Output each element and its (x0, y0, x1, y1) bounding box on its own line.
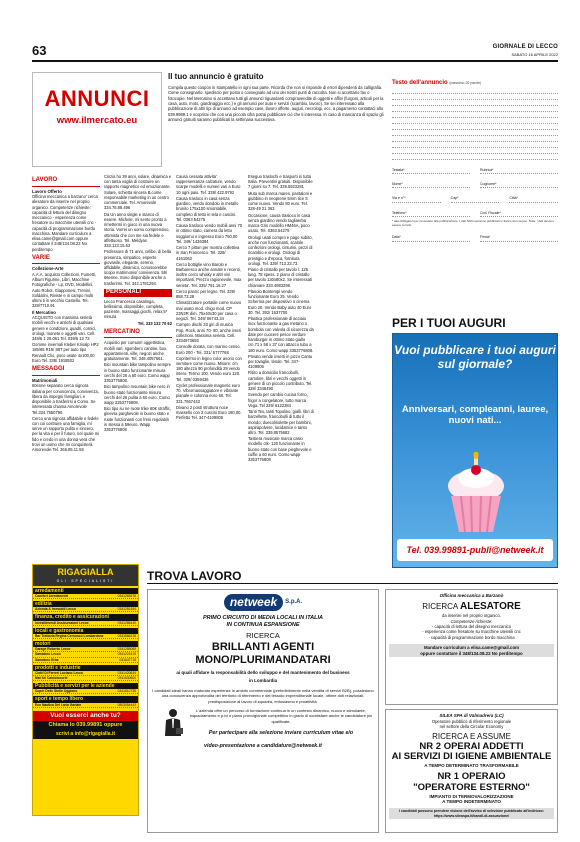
classified-ad: Cerco bottiglie vino Barolo e Barbaresco anche annate e recenti, inoltre cerco whisky e altri vini importanti. Prezzo ragionevole, max serieta'. Tel. 335/ 791.16.27 (176, 261, 242, 288)
ad-company: SILEA SPA di Valmadrera (LC) (439, 713, 504, 718)
classified-ad: Causa trasloco in casa senza giardino, vendo dondolo in metallo brunito 175x100 smontabile, completo di tetto in tela e cuscini. Tel. 0363.54275 (176, 195, 239, 222)
directory-entry[interactable] (33, 607, 138, 612)
classified-ad: Cinzia ho 39 anni, solare, dinamica e con tanta voglia di costruire un rapporto magnetico ed emozionante. Solare, schietta sincera B,come responsabile marketing in un centro commerciale. Tel. Amorevole 334.76.88.496 (104, 174, 172, 211)
directory-category: finanza, credito e assicurazioni (33, 614, 138, 620)
directory-entry[interactable] (33, 658, 138, 663)
classified-ad: Cerco una signora affidabile e fedele con cui costruire una famiglia, mi serve un rapporto pulito e sincero, per la vita e per il futuro, nel quale mi fido e credo in una donna vera che trovi un uomo che mi conquisterà. Amorevole Tel. 366.85.11.55 (32, 415, 100, 453)
ad-term: A TEMPO DETERMINATO TRASFORMABILE (424, 763, 519, 769)
ad-text: - capacità di lettura del disegno meccanico (431, 624, 512, 630)
directory-entry-phone: 031647715 (119, 657, 136, 662)
classified-ad: Professore di 71 anni, celibe, di bella presenza, simpatico, esperto giovanile, elegante, sereno, affidabile, dinamico, conoscerebbe scopo matrimonio/ convivenza. 59/ 66enne. Sono disponibile anche a trasferirmi. Tel. 342.1781294. (104, 249, 171, 286)
field-data[interactable]: Data* (392, 235, 470, 241)
section-rule (147, 583, 558, 584)
directory-entry-name: Azienda & Immobili Lecco (35, 607, 76, 612)
classified-ad: Divano 2 posti struttura noce massello con 2 cuscini Euro 180,00. Perfetto Tel. 347-4109806 (176, 404, 242, 421)
classified-ad: Orologi usati compro e pago subito, anche non funzionanti, scatole confezioni orologi, cinturini, pezzi di ricambio e orologi. Orologi di prestigio e d'epoca, fornitura orologi. Tel. 339/ 713.23.73. (248, 234, 313, 266)
directory-entry[interactable] (33, 621, 138, 626)
classified-ad: Compro dischi 33 giri di musica Pop, Rock, anni 70- 80, anche interi collezioni. Massima serieta. Cell. 3334973693 (176, 322, 242, 344)
businessman-icon (162, 708, 184, 736)
netweek-logo (224, 594, 302, 611)
annunci-box (32, 72, 162, 167)
subsection: Lavoro Offerto (32, 188, 62, 194)
directory-entry-name: Super Delle Stelle Oggiono (35, 689, 78, 694)
auguri-contact[interactable]: Tel. 039.99891-publi@netweek.it (397, 539, 553, 561)
field-citta[interactable]: Città* (509, 196, 558, 202)
ad-text: I candidati ideali hanno maturato esperienze in ambito commerciale (preferibilmente nella vendita di servizi B2B), possiedono una conoscenza approfondita del territorio di riferimento e del tessuto imprenditoriale locale, ottime doti relazionali, predisposizione al lavoro di squadra, entusiasmo e proattività. (152, 687, 374, 704)
classified-column-2 (104, 174, 172, 562)
ad-company: Officina meccanica a Barzanò (439, 593, 504, 598)
directory-entry-phone: 0341283578 (117, 593, 136, 598)
directory-entry-phone: 0341224415 (117, 652, 136, 657)
ad-text: - esperienza come fresatore su macchine utensili cnc (422, 629, 521, 635)
paper-name: GIORNALE DI LECCO (492, 44, 558, 50)
classified-ad: Da Un anno single e stanco di essere. Michele, mi sento pronto a rimettermi in gioco in una nuova storia. Vorrei un uomo comprensivo, ottimista che con me sia fedele e affettuoso. Tel. Meldyas 333.123.15.63 (104, 211, 170, 249)
coupon-title-note: (massimo 20 parole) (449, 81, 482, 85)
directory-entry[interactable] (33, 703, 138, 708)
trova-lavoro-heading: TROVA LAVORO (147, 569, 242, 583)
ad-contact[interactable]: I candidati possono prendere visione dell'avviso di selezione pubblicato all'indirizzo: https://www.sileaspa.it/bandi-di-assunzione/ (389, 808, 554, 819)
gratuito-box (168, 72, 388, 168)
section-varie: VARIE (32, 255, 100, 265)
field-cognome[interactable]: Cognome* (480, 182, 558, 188)
coupon-form (392, 80, 558, 260)
directory-entry-name: Clotif Di Ferreri Luciano Lecco (35, 670, 83, 675)
directory-entry-phone: 0341285065 (117, 647, 136, 652)
ad-ricerca: RICERCA (246, 631, 280, 641)
classified-ad: Svendo per cambio cucina forno, frigor a congelatore, tutto marca Vega. Tel 339/ 6122384 (248, 392, 308, 408)
form-row (392, 196, 558, 202)
header-rule (32, 60, 558, 62)
section-mercatino: MERCATINO (104, 329, 172, 339)
coupon-title (392, 80, 558, 88)
classified-column-3 (176, 174, 242, 562)
subsection: Collezione-Arte (32, 266, 64, 272)
directory-entry-phone: 0341810735 (117, 689, 136, 694)
ad-text: L'azienda offre un percorso di formazione continua in un contesto dinamico, nuovo e stimolante, inquadramento e p.ivi e piano provvigionale competitivo in grado di soddisfare anche le candidature più qualificate. (189, 708, 373, 724)
rigagialla-directory (32, 564, 139, 816)
directory-category: locali e gastronomia (33, 628, 138, 634)
ad-term: A TEMPO INDETERMINATO (442, 799, 501, 805)
ad-ricerca: RICERCA E ASSUME (432, 731, 511, 741)
field-via[interactable]: Via e n°* (392, 196, 441, 202)
directory-phone[interactable]: Chiama lo 039.99891 oppure (33, 721, 138, 730)
directory-entry-name: Mat Srl Calolziocorte (35, 676, 68, 680)
section-lavoro: LAVORO (32, 177, 100, 187)
field-cod-fiscale[interactable]: Cod. Fiscale* (480, 211, 558, 217)
ad-line: IN CONTINUA ESPANSIONE (226, 622, 300, 629)
ad-position: "OPERATORE ESTERNO" (413, 781, 530, 793)
directory-category: arredamenti (33, 588, 138, 594)
classified-ad: Gomme invernali Kleber Krisalp HP2 185/65 R15/ 88T per auto tipo Renault Clio, poco usate 4x100,00 Euro Tel. 338/ 1918502 (32, 342, 99, 363)
ad-text: nel settore della Circular Economy (439, 724, 504, 730)
classified-ad: Bici tipo su ne ruote trike 60€ straffic, ginevra parghevole in buono stato e ruote funzionanti con freni regolabili in stessa a 59euro. Wapp 3353776808 (104, 406, 172, 433)
silea-job-ad (385, 709, 558, 833)
gratuito-body: Compila questo coupon in stampatello in ogni sua parte. Ricorda che non si risponde di errori dipendenti da calligrafia. Come consegnarlo: spedisclo per posta o consegnalo ad uno dei nostri punti di raccolta. Non si accettano fax o fotocopie. Nel Mercatino si accettano tutti gli annunci riguardanti compravendite di oggetti e affini (furgoni, articoli per la casa, auto, moto, giardinaggio ecc.) e gli annunci per auto e servizi (scambio, lavoro). Se sei interessato alla pubblicazione di altri tipi di annunci ad esempio case, lavoro offerte, auguri, necrologi, ecc. a pagamento contattaci allo 039.9989.1 e scoprirai che con una piccola cifra potrai pubblicare ciò che ti interessa. In caso di mancanza di spazio gli annunci gratuiti saranno pubblicati la settimana successiva. (168, 85, 384, 122)
auguri-heading: PER I TUOI AUGURI (392, 316, 506, 330)
ad-contact-line: Mandare curriculum a elisa.came@gmail.com (423, 645, 520, 651)
directory-entry-phone: 0341666378 (117, 633, 136, 638)
ad-position: MONO/PLURIMANDATARI (195, 654, 331, 667)
classified-ad: Ritiro a domicilio francobolli, cartoline, libri e vecchi oggetti in genere di un piccolo contributo. Tel. 328/ 3348490 (248, 370, 313, 392)
directory-email[interactable]: scrivi a info@rigagialla.it (33, 730, 138, 739)
directory-entry-phone: 0341286440 (117, 620, 136, 625)
directory-category: edilizia (33, 601, 138, 607)
ad-position: AI SERVIZI DI IGIENE AMBIENTALE (391, 751, 552, 763)
ad-ricerca-label: RICERCA (422, 601, 458, 611)
ad-description: ai quali affidare la responsabilità dello sviluppo e del mantenimento del business (176, 670, 350, 676)
directory-entry-name: Samatoro Erba (35, 657, 59, 662)
issue-date: SABATO 16 APRILE 2022 (511, 51, 558, 57)
classified-ad: Lecco Francesca casalinga, bellissima, disponibile, completa, paziente, massaggi,giochi, relax,5* misura (104, 298, 168, 320)
classified-ad: Eseguo traslochi e trasporti in tutta Italia. Preventivi gratuiti. Disponibile 7 giorni su 7. Tel. 335.5923281 (248, 174, 313, 190)
classified-ad: Causa trasloco vendo mobili anni 70 in ottimo stato, camera da letto soggiorno e ingresso Euro 750,00 Tel. 349/ 1436384 (176, 223, 242, 244)
classified-ad: Climatizzatore portatile come nuovo mai usato mod. chigo mod. CP 23N2R dim. 75x40x30 per casa o negozi. Tel. 349/ 06743.34 (176, 300, 242, 322)
classified-ad: Tastiera musicale marca casio modello ctk- 120 funzionante in buono stato con base pieghevole e cuffie a 60 euro. Como wapp 3353776808 (248, 436, 312, 463)
netweek-logo-suffix: S.p.A. (285, 598, 303, 605)
classified-ad: 60enne separato cerca signora italiana per conoscenza, convivenza, libera da impegni famigliari, e disponibile a trasferirsi a Como. Se interessata chiama Amorevole Tel.334.7550790. (32, 383, 99, 415)
form-row (392, 168, 558, 174)
ad-text: Operatore pubblico di riferimento regionale (431, 718, 512, 724)
classified-ad: Occasione, causa trasloco in casa senza giardino vendo tagliaerba marca Grin modello HM46A, poco usato. Tel. 0363.54275 (248, 212, 311, 234)
ad-position: ALESATORE (460, 600, 521, 612)
classified-ad: Bici mountain bike tampolino sempre in buono stato funzionante misura cerchi del 26 a 60 euro. Como wapp 3353776808. (104, 362, 171, 384)
directory-entry[interactable] (33, 689, 138, 694)
classified-column-4 (248, 174, 314, 562)
annunci-url[interactable]: www.ilmercato.eu (56, 114, 138, 126)
classified-ad: ACQUISTO con massima serietà mobili vecchi e antichi di qualsiasi genere e condizioni, quadri, cornici, orologi, monete e oggetti vari. Cell. 348/6 1 25.061 Tel. 039/6 13 73 (32, 315, 97, 341)
ad-position: BRILLANTI AGENTI (211, 640, 315, 653)
classified-ad: Plastica professionale di acciaio inox funzionante a gas metano o bombola con valvola di sicurezza da date per cuocere pesce verdure hamburger in ottimo stato giallo cm.71 x 58 x 37 con attacco tubo a 180 euro. Como wapp 3353776808. (248, 316, 314, 353)
section-messaggi: MESSAGGI (32, 366, 100, 376)
classified-ad: Cerco 7 pitton per mostra collettiva in San Francesco. Tel. 328/ 4161063 (176, 245, 240, 261)
directory-entry[interactable] (33, 676, 138, 681)
gratuito-title: Il tuo annuncio è gratuito (168, 72, 264, 81)
ad-position: NR 1 OPERAIO (437, 771, 506, 782)
form-note: * dati obbligatori per procedere alla pubblicazione. I dati NON verranno pubblicati in fianco del coupon. Nota: i dati devono essere corretti. (392, 219, 554, 227)
ad-footer-email[interactable]: video-presentazione a candidature@netweek.it (204, 743, 322, 750)
rigagialla-tagline: GLI SPECIALISTI (33, 579, 138, 585)
classified-ad: Copritermo in legno color avorio con verniture come nuovo. Misure: cm 180 altezza 90 profondità 29 vendo intero. Termo 100. Vendo euro 120. Tel. 329/ 0359436 (176, 355, 242, 382)
classified-ad: Planolo Bontempi vendo funzionante Euro 25. Vendo Scherma per dispositivo o cinema Euro 20. Vendo Baby auto 40 Euro 30. Tel. 392/ 1637700 (248, 288, 312, 315)
classified-column-1 (32, 174, 100, 562)
subsection: Matrimoniali (32, 377, 58, 383)
directory-entry-phone: 0341420634 (117, 670, 136, 675)
ad-footer: Per partecipare alla selezione inviare curriculum vitae e/o (208, 730, 354, 737)
field-cap[interactable]: Cap* (451, 196, 500, 202)
field-testata[interactable]: Testata* (392, 168, 470, 174)
directory-category: Pubblicità e servizi per le aziende (33, 683, 138, 689)
directory-category: sport e tempo libero (33, 696, 138, 702)
directory-list (33, 588, 138, 708)
classified-ad: Consolle dorata, con marmo censo. Euro 200 - Tel. 331/ 5777768 (176, 344, 241, 355)
ad-contact[interactable] (389, 644, 554, 657)
directory-entry[interactable] (33, 594, 138, 599)
classified-ad: Causa cessata attivita' rappresentanza calzature, vendo scarpe modelli e numeri vari a Euro 10 ogni paio. Tel. 338/ 422.9792 (176, 174, 241, 195)
annunci-title: ANNUNCI (44, 86, 150, 111)
classified-ad: Tanti Tex, tanti Topolino, gialli, libri di barzellette, francobolli di tutto il mondo; duecolinolette per bambini, aspirapolvere, lucidatrice e tanto altro. Tel. 339.8575682 (248, 409, 314, 436)
directory-entry-name: Bar Trattoria Regina Cernusco Lombardone (35, 633, 104, 638)
classified-ad: Muta sub marca mares, pantaloni e giubbino in neoprene 5mm tice S come nuovo. Vendo 80 euro. Tel. 328-49 21 363. (248, 190, 313, 212)
ad-text: - capacità di programmazione bordo macchina (428, 634, 515, 640)
text-line[interactable] (392, 154, 558, 160)
auguri-headline: Vuoi pubblicare i tuoi auguri sul giornale? (394, 343, 556, 371)
classified-ad: Acquisto per comunri oggettistica, mobili vari, sgombero cantine, box, appartamenti, ville, negozi anche gratuitamente. Tel. 348.4057561. (104, 340, 168, 362)
field-telefono[interactable]: Telefono* (392, 211, 470, 217)
directory-entry-name: Garage Roberto Lecco (35, 647, 71, 652)
directory-question: Vuoi esserci anche tu? (33, 711, 138, 721)
ad-ricerca (389, 601, 554, 614)
field-nome[interactable]: Nome* (392, 182, 470, 188)
form-row (392, 211, 558, 217)
masthead (493, 44, 558, 57)
classified-ad: Piano di cristallo per tavolo l. 125 lung. 78 spess. 2 piano di cristallo per tavolo 130x80x2. Se interessati chiamare 333.4983298. (248, 266, 312, 288)
classified-ad: A.A.A. acquisto Collezioni, Fumetti, Album Figurine, Libri, Macchine Fotografiche - Lp, DVD, Modellini, Auto Robot, Giapponesi, Trenini, Soldatini, Riviste e in campo molti ultimi ti in vecchio Castello. Tel. 328/7710.91 (32, 271, 96, 309)
classified-ad: Privato vende inserti in pizzo Cantu per tovaglie, tende. Tel. 347-4109806 (248, 353, 313, 370)
ad-position: NR 2 OPERAI ADDETTI (419, 740, 524, 752)
birthday-cupcake-icon (441, 452, 511, 534)
form-row (392, 235, 558, 241)
auguri-subline: Anniversari, compleanni, lauree, nuovi nati... (401, 404, 549, 427)
classified-ad: Officina meccanica a barzano' cerca alesatore da inserire nel proprio organico. Competenze richieste: capacità di lettura del disegno meccanico - esperienza come fresatore su macchine utensili cnc - capacità di programmazione bordo macchina. Mandare curriculum a elisa.came@gmail.com oppure contattare il 348/134.08.22 No perditempo (32, 194, 98, 252)
form-row (392, 182, 558, 188)
field-rubrica[interactable]: Rubrica* (480, 168, 558, 174)
section-personali: PERSONALI (104, 289, 172, 297)
classified-phone: Tel. 333 132 70 62 (137, 320, 172, 326)
ad-line: PRIMO CIRCUITO DI MEDIA LOCALI IN ITALIA (203, 615, 323, 621)
alesatore-job-ad (385, 589, 558, 705)
directory-entry-name: Investiinvesti Assicurazioni Lecco (35, 620, 89, 625)
classified-ad: Cerco pannc per legno. Tel. 329/ 858.73.28 (176, 288, 236, 300)
ad-description: in Lombardia (248, 678, 278, 683)
ad-text: da inserire nel proprio organico. (442, 613, 501, 619)
directory-category: prodotti e industrie (33, 665, 138, 671)
subsection: Il Mercatino (32, 309, 56, 315)
directory-entry-name: Comfort Arredamenti (35, 593, 69, 598)
ad-term: IMPIANTO DI TERMOVALORIZZAZIONE (429, 793, 514, 799)
field-firma[interactable]: Firma* (480, 235, 558, 241)
directory-entry-phone: 0341281454 (117, 607, 136, 612)
netweek-job-ad (147, 589, 379, 833)
ad-contact-line: oppure contattare il 348/134.08.22 No perditempo (420, 650, 523, 656)
directory-entry-name: Eco Nautica Del Lario Garlate (35, 702, 82, 707)
ad-text: Competenze richieste: (450, 618, 493, 624)
directory-category: motori (33, 641, 138, 647)
classified-ad: Cyclet professionale magnetic euro 70. Vibromassaggiatore e vibrante pianale e colonna euro 60. Tel. 331.7667443 (176, 382, 240, 404)
auguri-ad (392, 333, 558, 568)
rigagialla-logo: RIGAGIALLA (33, 565, 138, 579)
directory-entry-name: Samatoro Lecco (35, 652, 61, 657)
directory-entry[interactable] (33, 634, 138, 639)
classified-ad: Bici tampolino mountain bike nero in buono stato funzionante misura cerchi del 26 pulita a 60 euro. Como wapp 3353776808. (104, 384, 170, 406)
netweek-logo-text: netweek (224, 594, 283, 611)
page-number: 63 (32, 43, 47, 58)
directory-entry-phone: 0803054443 (117, 702, 136, 707)
coupon-title-text: Testo dell'annuncio (392, 80, 448, 86)
directory-entry-phone: 0341630600 (117, 676, 136, 680)
